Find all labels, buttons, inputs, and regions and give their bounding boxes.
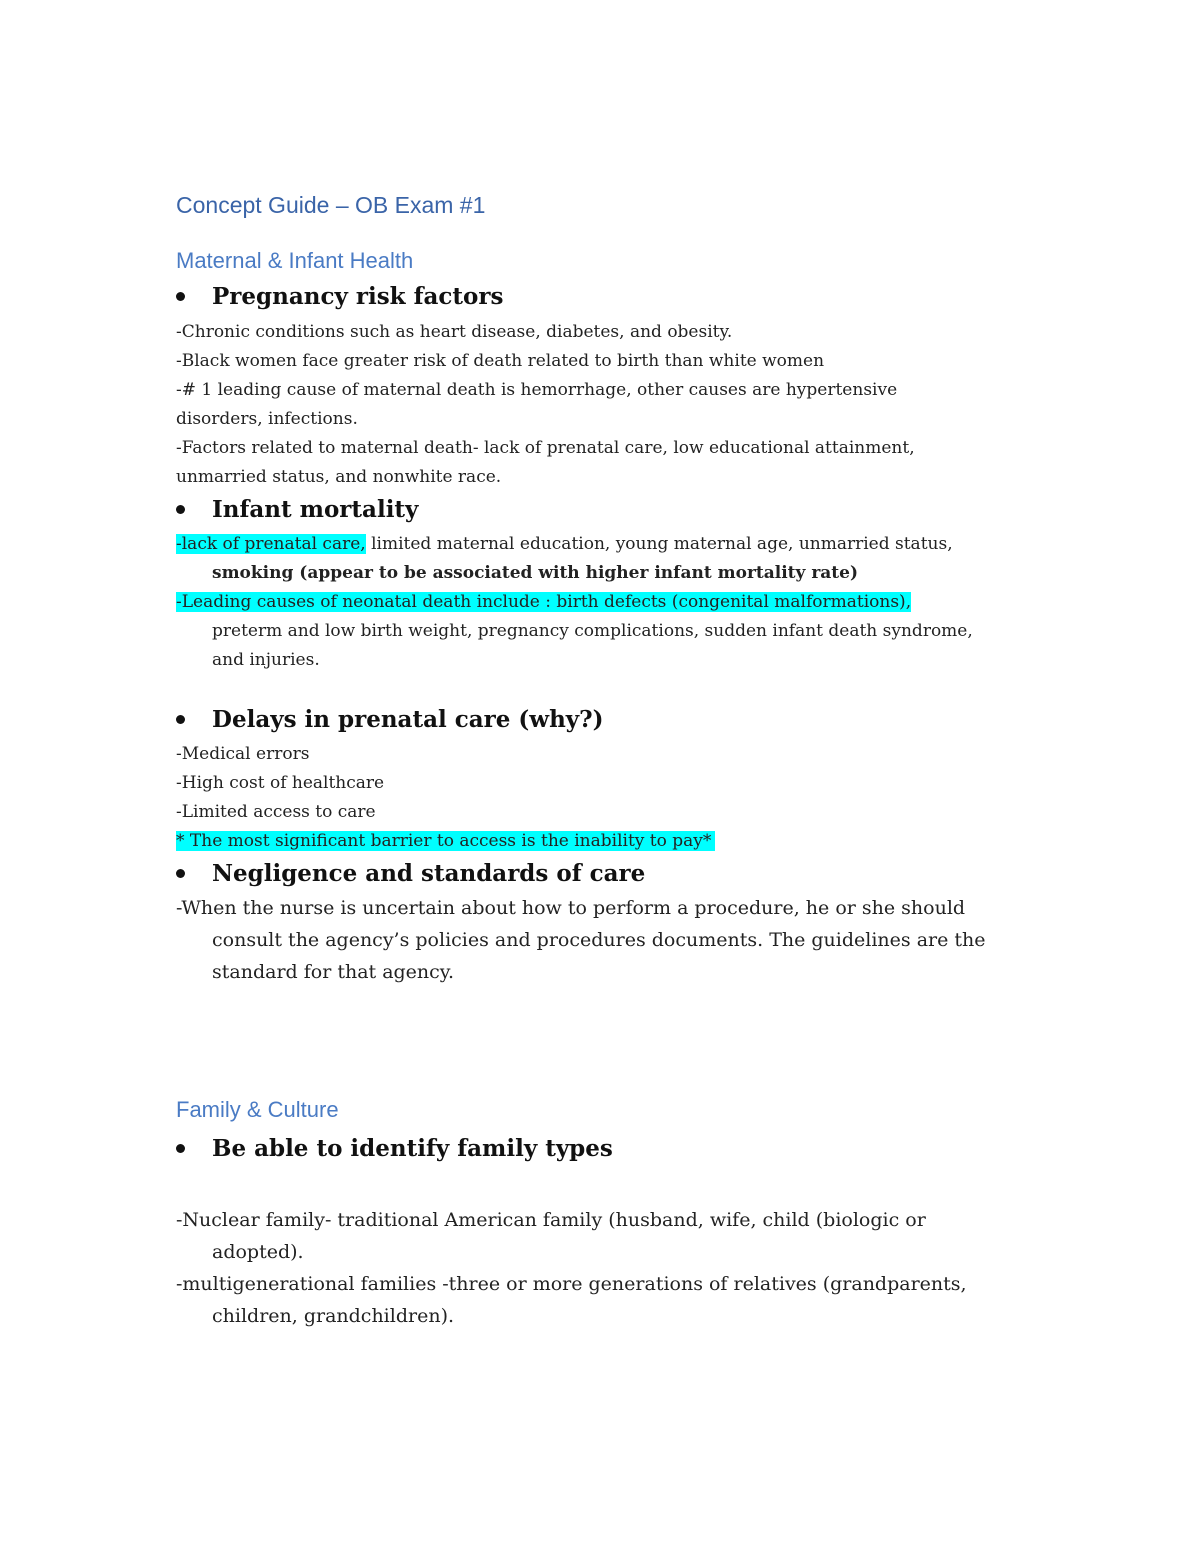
document-title: Concept Guide – OB Exam #1 xyxy=(176,192,486,218)
bullet-label: Negligence and standards of care xyxy=(212,860,646,887)
bullet-family-types xyxy=(176,1135,613,1162)
text-line xyxy=(176,534,953,554)
text-line: standard for that agency. xyxy=(212,961,455,983)
text-line: children, grandchildren). xyxy=(212,1305,455,1327)
bullet-pregnancy-risk-factors xyxy=(176,283,503,310)
text-line: and injuries. xyxy=(212,650,320,670)
text-span: limited maternal education, young maternal age, unmarried status, xyxy=(365,534,953,554)
bullet-label: Pregnancy risk factors xyxy=(212,283,504,310)
text-line: -High cost of healthcare xyxy=(176,773,385,793)
text-line: -Chronic conditions such as heart disease, diabetes, and obesity. xyxy=(176,322,733,342)
text-line xyxy=(176,592,911,612)
highlighted-note: * The most significant barrier to access is the inability to pay* xyxy=(176,831,715,851)
text-line: -Black women face greater risk of death related to birth than white women xyxy=(176,351,825,371)
bullet-negligence-standards xyxy=(176,860,645,887)
bullet-label: Delays in prenatal care (why?) xyxy=(212,706,604,733)
bullet-label: Be able to identify family types xyxy=(212,1135,613,1162)
text-line: -Factors related to maternal death- lack of prenatal care, low educational attainment, xyxy=(176,438,915,458)
text-line-bold: smoking (appear to be associated with higher infant mortality rate) xyxy=(212,563,859,583)
bullet-label: Infant mortality xyxy=(212,496,419,523)
bullet-infant-mortality xyxy=(176,496,418,523)
text-line: unmarried status, and nonwhite race. xyxy=(176,467,502,487)
text-line: -# 1 leading cause of maternal death is hemorrhage, other causes are hypertensive xyxy=(176,380,898,400)
text-line: -When the nurse is uncertain about how to perform a procedure, he or she should xyxy=(176,897,966,919)
text-line xyxy=(176,831,715,851)
text-line: consult the agency’s policies and procedures documents. The guidelines are the xyxy=(212,929,986,951)
text-line: preterm and low birth weight, pregnancy complications, sudden infant death syndrome, xyxy=(212,621,973,641)
bullet-icon xyxy=(176,1144,185,1153)
text-line: -Limited access to care xyxy=(176,802,376,822)
section-heading-maternal-infant-health: Maternal & Infant Health xyxy=(176,248,414,273)
text-line: -Medical errors xyxy=(176,744,310,764)
bullet-icon xyxy=(176,715,185,724)
bullet-delays-in-prenatal-care xyxy=(176,706,604,733)
text-line: disorders, infections. xyxy=(176,409,358,429)
highlighted-text: -lack of prenatal care, xyxy=(176,534,366,554)
bullet-icon xyxy=(176,505,185,514)
text-line: adopted). xyxy=(212,1241,304,1263)
bullet-icon xyxy=(176,292,185,301)
highlighted-text: -Leading causes of neonatal death include : birth defects (congenital malformations), xyxy=(176,592,912,612)
section-heading-family-culture: Family & Culture xyxy=(176,1097,339,1122)
bullet-icon xyxy=(176,869,185,878)
text-line: -Nuclear family- traditional American family (husband, wife, child (biologic or xyxy=(176,1209,926,1231)
text-line: -multigenerational families -three or more generations of relatives (grandparents, xyxy=(176,1273,967,1295)
